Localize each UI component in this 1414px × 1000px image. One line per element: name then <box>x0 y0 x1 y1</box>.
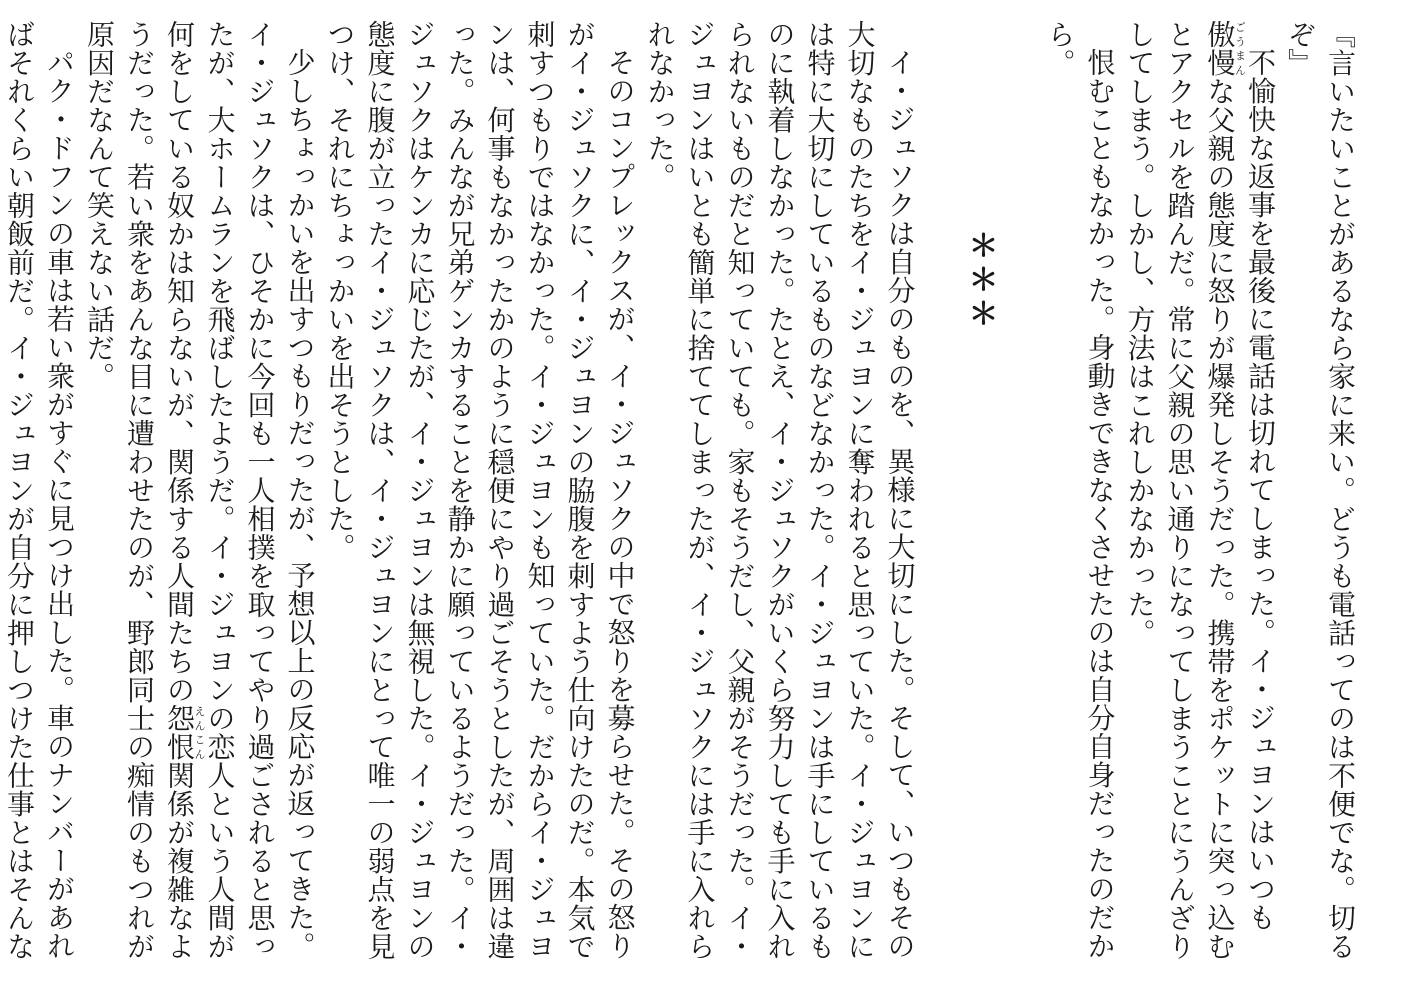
paragraph-hangup <box>1120 20 1281 970</box>
paragraph-text: 少しちょっかいを出すつもりだったが、予想以上の反応が返ってきた。イ・ジュソクは、ひそかに今回も一人相撲を取ってやり過ごされると思ったが、大ホームランを飛ばしたようだ。イ・ジュヨンの恋人という人間が何をしている奴かは知らないが、関係する人間たちの <box>163 20 317 961</box>
paragraph-reaction <box>79 20 320 970</box>
vertical-text-body <box>0 20 1360 970</box>
blank-line <box>1000 20 1040 970</box>
paragraph-text: な父親の態度に怒りが爆発しそうだった。携帯をポケットに突っ込むとアクセルを踏んだ。常に父親の思い通りになってしまうことにうんざりしてしまう。しかし、方法はこれしかなかった。 <box>1123 20 1237 961</box>
paragraph-text: 関係が複雑なようだった。若い衆をあんな目に遭わせたのが、野郎同士の痴情のもつれが原因だなんて笑えない話だ。 <box>83 20 196 961</box>
ruby-reading: えんこん <box>193 704 206 761</box>
paragraph-park-dohun-car: パク・ドフンの車は若い衆がすぐに見つけ出した。車のナンバーがあればそれくらい朝飯前だ。イ・ジュヨンが自分に押しつけた仕事とはそんな <box>3 20 76 961</box>
scene-separator: ＊＊＊ <box>962 230 998 332</box>
paragraph-complex: そのコンプレックスが、イ・ジュソクの中で怒りを募らせた。その怒りがイ・ジュソクに、イ・ジュヨンの脇腹を刺すよう仕向けたのだ。本気で刺すつもりではなかった。イ・ジュヨンも知っていた。だからイ・ジュヨンは、何事もなかったかのように穏便にやり過ごそうとしたが、周囲は違った。みんなが兄弟ゲンカすることを静かに願っているようだった。イ・ジュソクはケンカに応じたが、イ・ジュヨンは無視した。イ・ジュヨンの態度に腹が立ったイ・ジュソクは、イ・ジュヨンにとって唯一の弱点を見つけ、それにちょっかいを出そうとした。 <box>323 20 637 961</box>
blank-line <box>920 20 960 970</box>
paragraph-dialogue-father: 『言いたいことがあるなら家に来い。どうも電話ってのは不便でな。切るぞ』 <box>1284 20 1357 961</box>
paragraph-jusok-possessions: イ・ジュソクは自分のものを、異様に大切にした。そして、いつもその大切なものたちをイ・ジュヨンに奪われると思っていた。イ・ジュヨンには特に大切にしているものなどなかった。イ・ジュヨンは手にしているものに執着しなかった。たとえ、イ・ジュソクがいくら努力しても手に入れられないものだと知っていても。家もそうだし、父親がそうだった。イ・ジュヨンはいとも簡単に捨ててしまったが、イ・ジュソクには手に入れられなかった。 <box>643 20 917 961</box>
ruby-enkon: 怨恨えんこん <box>163 704 206 761</box>
ruby-gouman: 傲慢ごうまん <box>1203 20 1247 77</box>
paragraph-text: 不愉快な返事を最後に電話は切れてしまった。イ・ジュヨンはいつも <box>1244 48 1277 932</box>
ruby-reading: ごうまん <box>1233 20 1247 77</box>
paragraph-no-regret: 恨むこともなかった。身動きできなくさせたのは自分自身だったのだから。 <box>1043 20 1117 960</box>
